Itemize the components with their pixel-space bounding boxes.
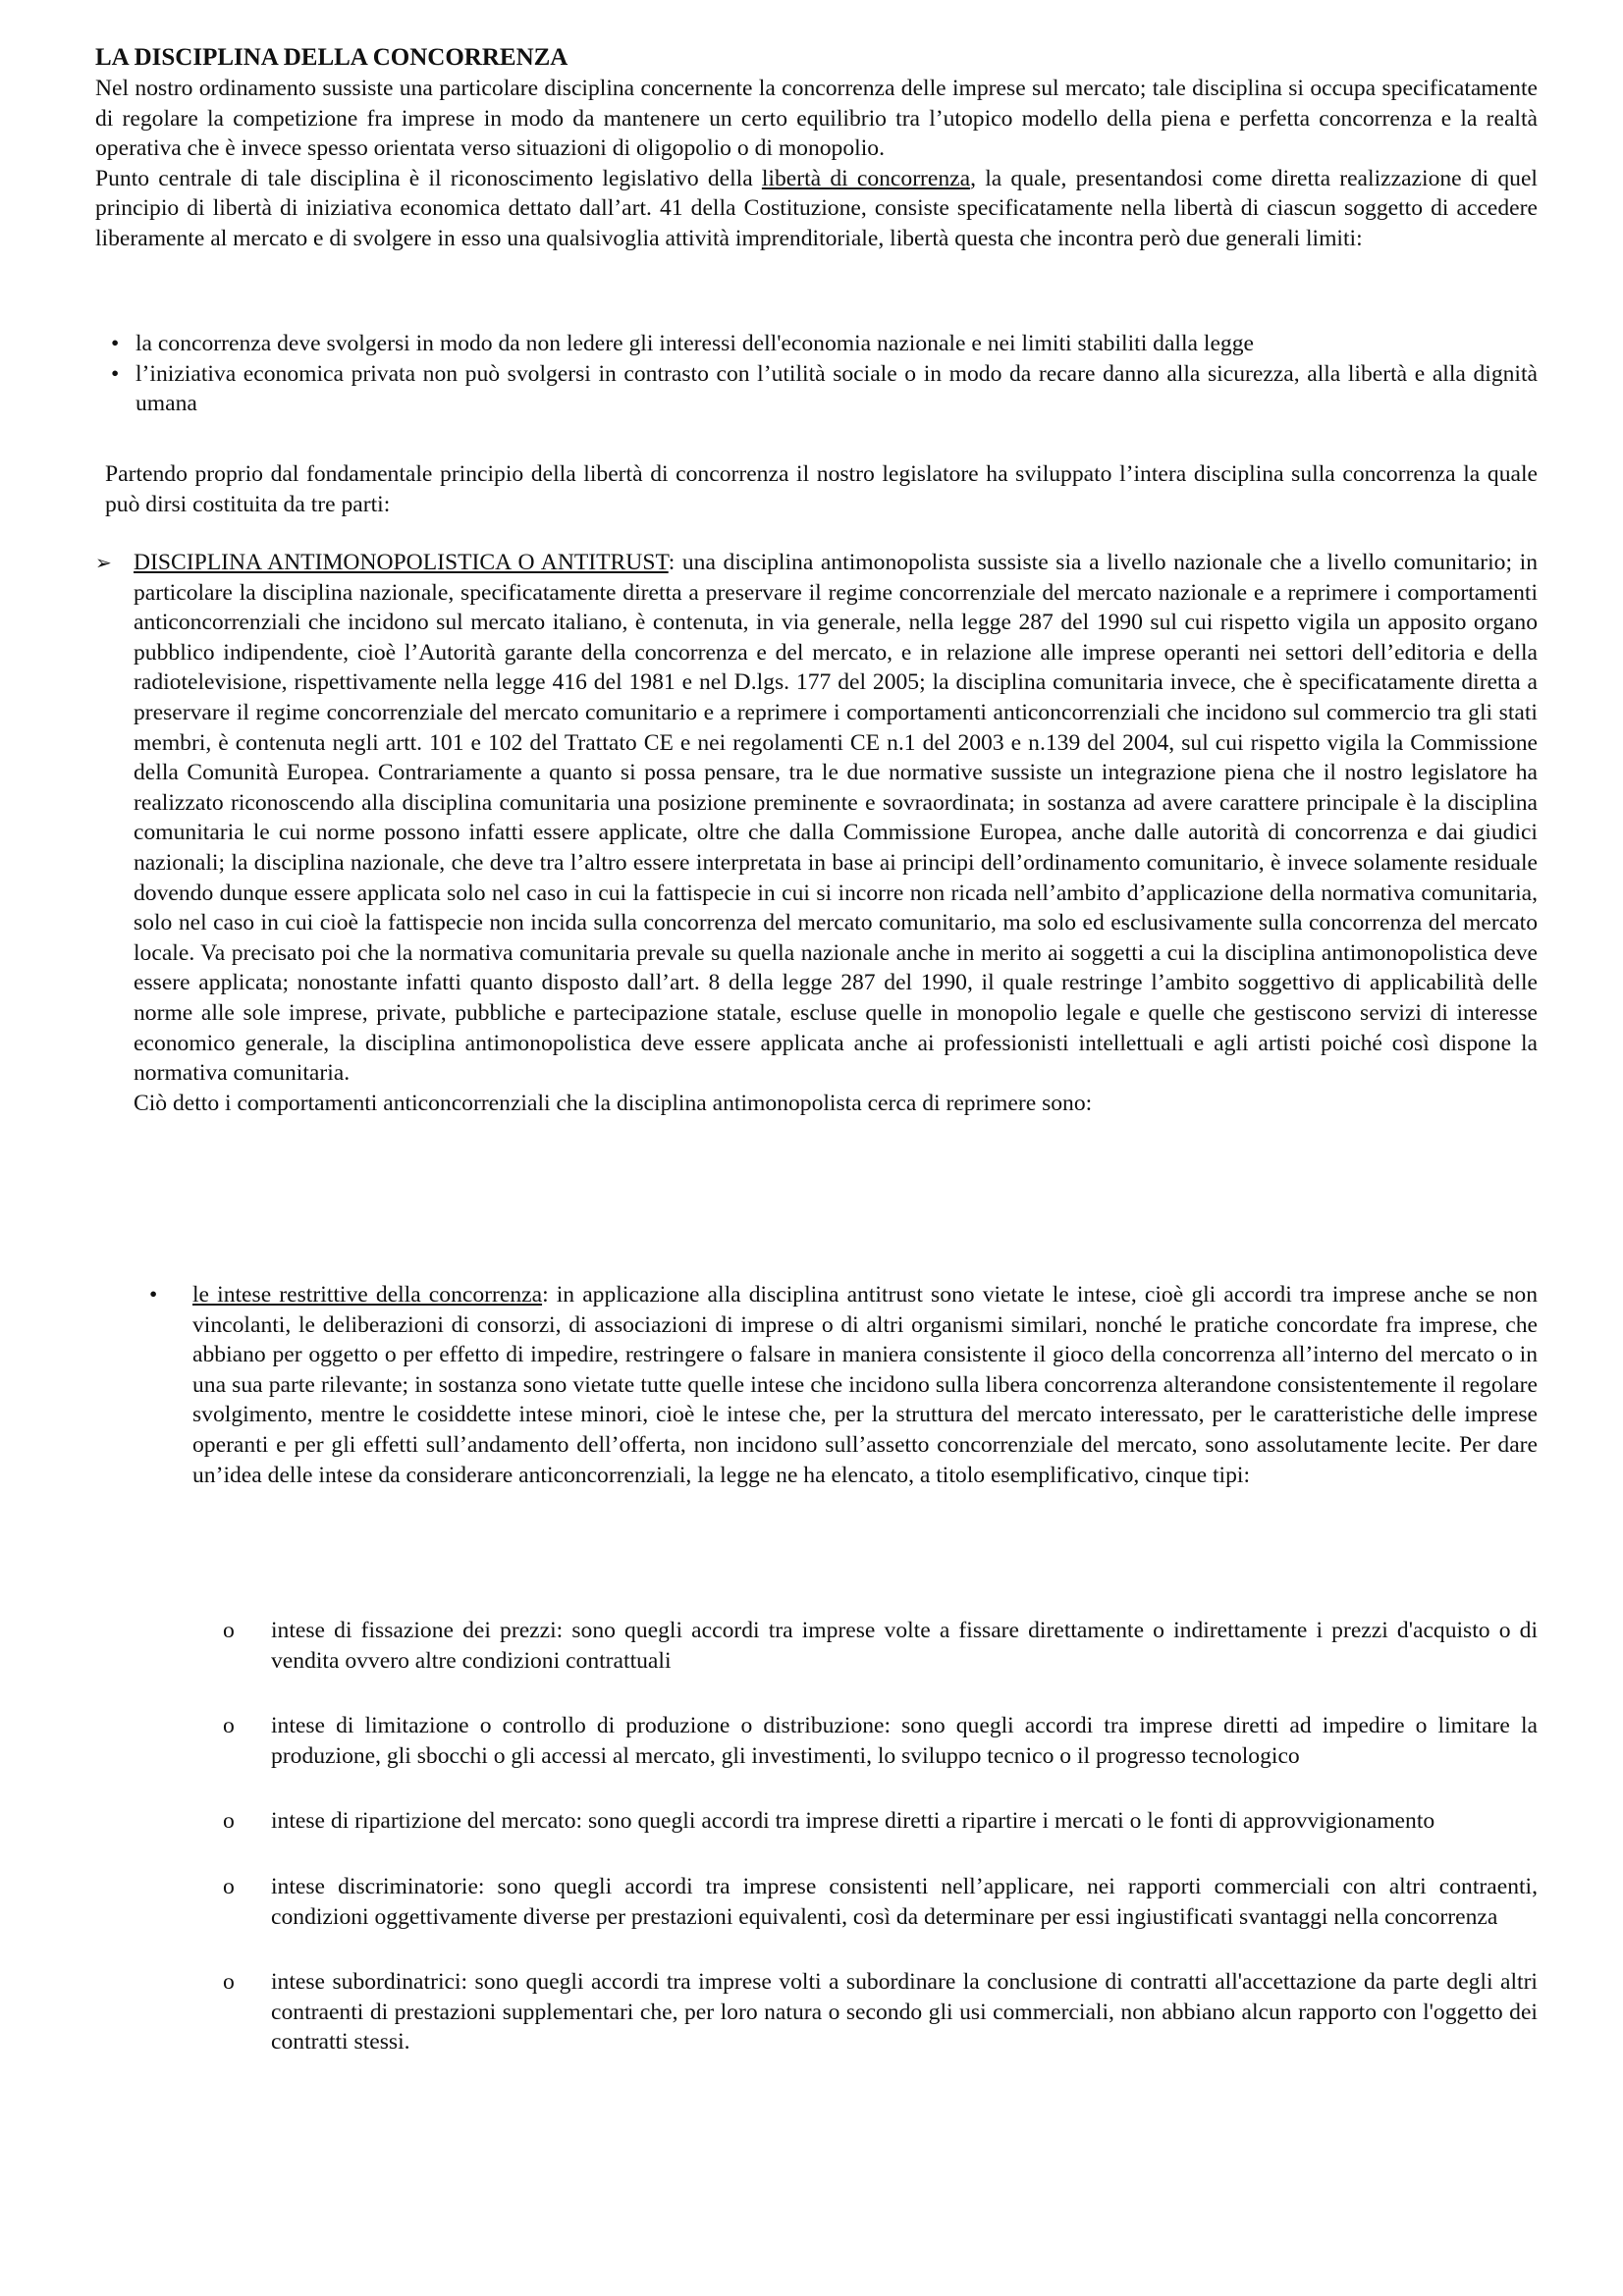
list-item [223,1806,1538,1837]
intese-body [192,1280,1538,1490]
circle-bullet-icon: o [223,1873,235,1899]
list-item [111,329,1538,359]
arrow-bullet-icon: ➢ [95,551,112,574]
antitrust-closing: Ciò detto i comportamenti anticoncorrenziali che la disciplina antimonopolista cerca di reprimere sono: [134,1090,1093,1116]
list-item [223,1711,1538,1771]
list-item [223,1616,1538,1676]
bullet-icon: • [111,331,120,356]
circle-bullet-icon: o [223,1969,235,1996]
liberta-di-concorrenza-term: libertà di concorrenza [761,165,971,191]
intro-text-after: , la quale, presentandosi come diretta realizzazione di quel principio di libertà di iniziativa economica dettato dall’art. 41 della Costituzione, consiste specificatamente nella libertà di ciascun soggetto di accedere liberamente al mercato e di svolgere in esso una qualsivoglia attività imprenditoriale, libertà questa che incontra però due generali limiti: [95,165,1538,251]
bullet-icon: • [149,1282,158,1308]
list-item-text: intese di ripartizione del mercato: sono quegli accordi tra imprese diretti a ripartire i mercati o le fonti di approvvigionamento [271,1808,1435,1835]
intro-text-before: Punto centrale di tale disciplina è il riconoscimento legislativo della [95,165,762,191]
list-item-text: intese subordinatrici: sono quegli accordi tra imprese volti a subordinare la conclusione di contratti all'accettazione da parte degli altri contraenti di prestazioni supplementari che, per loro natura o secondo gli usi commerciali, non abbiano alcun rapporto con l'oggetto dei contratti stessi. [271,1969,1538,2056]
intese-text: : in applicazione alla disciplina antitrust sono vietate le intese, cioè gli accordi tra imprese anche se non vincolanti, le deliberazioni di consorzi, di associazioni di imprese o di altri organismi similari, nonché le pratiche concordate fra imprese, che abbiano per oggetto o per effetto di impedire, restringere o falsare in maniera consistente il gioco della concorrenza all’interno del mercato o in una sua parte rilevante; in sostanza sono vietate tutte quelle intese che incidono sulla libera concorrenza alterandone consistentemente il regolare svolgimento, mentre le cosiddette intese minori, cioè le intese che, per la struttura del mercato interessato, per le caratteristiche delle imprese operanti e per gli effetti sull’andamento dell’offerta, non incidono sull’assetto concorrenziale del mercato, sono assolutamente lecite. Per dare un’idea delle intese da considerare anticoncorrenziali, la legge ne ha elencato, a titolo esemplificativo, cinque tipi: [192,1282,1538,1488]
intese-section [149,1280,1538,1490]
intese-heading: le intese restrittive della concorrenza [192,1282,543,1308]
list-item [111,359,1538,419]
list-item-text: l’iniziativa economica privata non può svolgersi in contrasto con l’utilità sociale o in modo da recare danno alla sicurezza, alla libertà e alla dignità umana [135,360,1538,417]
partendo-paragraph: Partendo proprio dal fondamentale principio della libertà di concorrenza il nostro legislatore ha sviluppato l’intera disciplina sulla concorrenza la quale può dirsi costituita da tre parti: [105,461,1538,517]
list-item-text: intese discriminatorie: sono quegli accordi tra imprese consistenti nell’applicare, nei rapporti commerciali con altri contraenti, condizioni oggettivamente diverse per prestazioni equivalenti, così da determinare per essi ingiustificati svantaggi nella concorrenza [271,1873,1538,1930]
antitrust-section [95,548,1538,1118]
limits-list [111,329,1538,419]
circle-bullet-icon: o [223,1808,235,1835]
antitrust-text: : una disciplina antimonopolista sussiste sia a livello nazionale che a livello comunitario; in particolare la disciplina nazionale, specificatamente diretta a preservare il regime concorrenziale del mercato nazionale e a reprimere i comportamenti anticoncorrenziali che incidono sul mercato italiano, è contenuta, in via generale, nella legge 287 del 1990 sul cui rispetto vigila un apposito organo pubblico indipendente, cioè l’Autorità garante della concorrenza e del mercato, e in relazione alle imprese operanti nei settori dell’editoria e della radiotelevisione, rispettivamente nella legge 416 del 1981 e nel D.lgs. 177 del 2005; la disciplina comunitaria invece, che è specificatamente diretta a preservare il regime concorrenziale del mercato comunitario e a reprimere i comportamenti anticoncorrenziali che incidono sul commercio tra gli stati membri, è contenuta negli artt. 101 e 102 del Trattato CE e nei regolamenti CE n.1 del 2003 e n.139 del 2004, sul cui rispetto vigila la Commissione della Comunità Europea. Contrariamente a quanto si possa pensare, tra le due normative sussiste un integrazione piena che il nostro legislatore ha realizzato riconoscendo alla disciplina comunitaria una posizione preminente e sovraordinata; in sostanza ad avere carattere principale è la disciplina comunitaria le cui norme possono infatti essere applicate, oltre che dalla Commissione Europea, anche dalle autorità di concorrenza e dai giudici nazionali; la disciplina nazionale, che deve tra l’altro essere interpretata in base ai principi dell’ordinamento comunitario, è invece solamente residuale dovendo dunque essere applicata solo nel caso in cui la fattispecie in cui si incorre non ricada nell’ambito d’applicazione della normativa comunitaria, solo nel caso in cui cioè la fattispecie non incida sulla concorrenza del mercato comunitario, ma solo ed esclusivamente sulla concorrenza del mercato locale. Va precisato poi che la normativa comunitaria prevale su quella nazionale anche in merito ai soggetti a cui la disciplina antimonopolistica deve essere applicata; nonostante infatti quanto disposto dall’art. 8 della legge 287 del 1990, il quale restringe l’ambito soggettivo di applicabilità delle norme alle sole imprese, private, pubbliche e partecipazione statale, escluse quelle in monopolio legale e quelle che gestiscono servizi di interesse economico generale, la disciplina antimonopolistica deve essere applicata anche ai professionisti intellettuali e agli artisti poiché così dispone la normativa comunitaria. [134,550,1538,1087]
intro-section [95,74,1538,254]
intro-paragraph-2 [95,164,1538,254]
circle-bullet-icon: o [223,1618,235,1643]
document-title: LA DISCIPLINA DELLA CONCORRENZA [95,44,568,71]
list-item [223,1967,1538,2057]
intese-types-list [223,1616,1538,2057]
list-item-text: intese di fissazione dei prezzi: sono quegli accordi tra imprese volte a fissare direttamente o indirettamente i prezzi d'acquisto o di vendita ovvero altre condizioni contrattuali [271,1618,1538,1674]
list-item-text: la concorrenza deve svolgersi in modo da non ledere gli interessi dell'economia nazionale e nei limiti stabiliti dalla legge [135,331,1254,356]
list-item [223,1872,1538,1932]
list-item-text: intese di limitazione o controllo di produzione o distribuzione: sono quegli accordi tra imprese diretti ad impedire o limitare la produzione, gli sbocchi o gli accessi al mercato, gli investimenti, lo sviluppo tecnico o il progresso tecnologico [271,1713,1538,1769]
antitrust-paragraph [134,548,1538,1089]
circle-bullet-icon: o [223,1713,235,1739]
antitrust-body [134,548,1538,1118]
intro-paragraph-1: Nel nostro ordinamento sussiste una particolare disciplina concernente la concorrenza delle imprese sul mercato; tale disciplina si occupa specificatamente di regolare la competizione fra imprese in modo da mantenere un certo equilibrio tra l’utopico modello della piena e perfetta concorrenza e la realtà operativa che è invece spesso orientata verso situazioni di oligopolio o di monopolio. [95,76,1538,162]
antitrust-heading: DISCIPLINA ANTIMONOPOLISTICA O ANTITRUST [134,550,669,575]
bullet-icon: • [111,360,120,387]
